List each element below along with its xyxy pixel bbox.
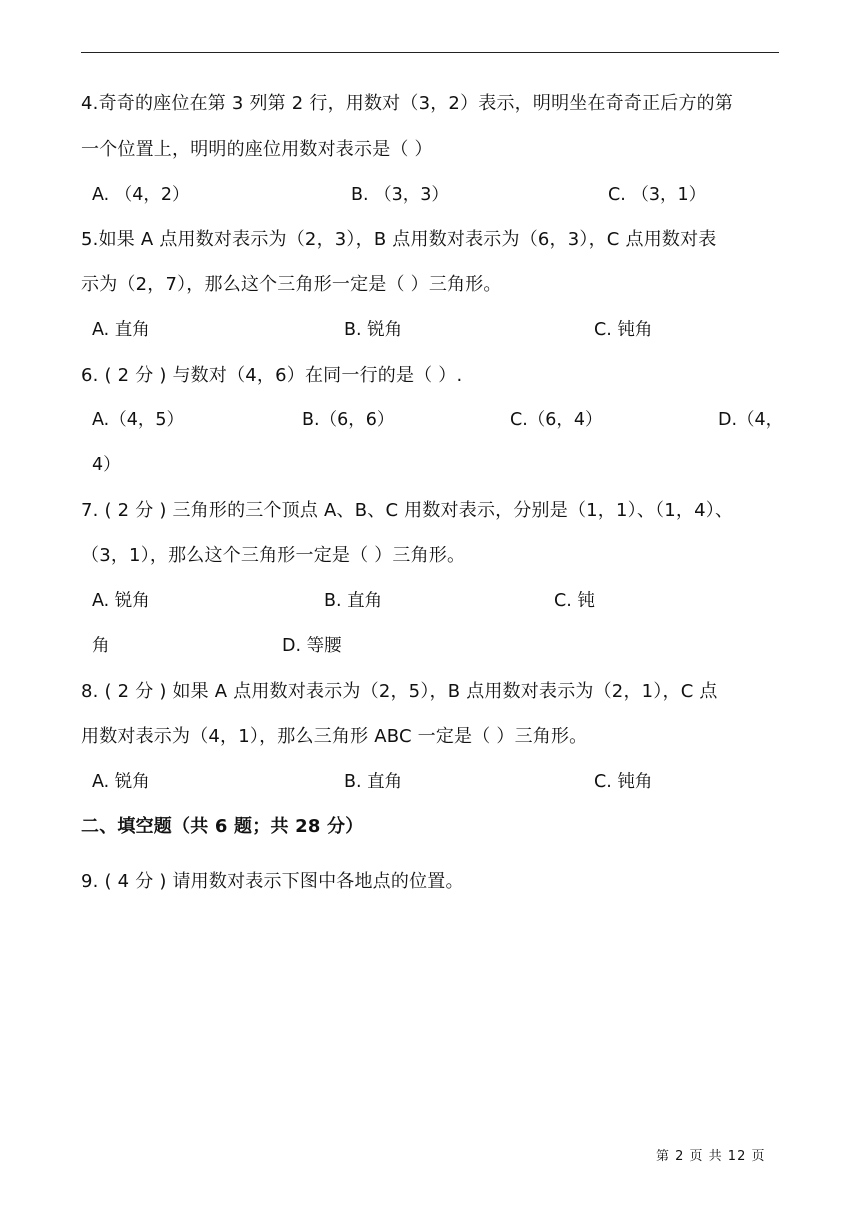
question-8-option-c: C. 钝角 — [594, 772, 653, 792]
header-rule — [81, 52, 779, 53]
question-4-option-b: B. （3，3） — [351, 185, 449, 205]
question-7-option-b: B. 直角 — [324, 591, 383, 611]
question-4-option-c: C. （3，1） — [608, 185, 707, 205]
question-7-option-a: A. 锐角 — [92, 591, 150, 611]
question-5-option-a: A. 直角 — [92, 320, 150, 340]
question-6-line-1: 6. ( 2 分 ) 与数对（4，6）在同一行的是（ ）. — [81, 365, 463, 386]
question-7-option-c-continued: 角 — [92, 636, 110, 656]
question-8-line-2: 用数对表示为（4，1），那么三角形 ABC 一定是（ ）三角形。 — [81, 726, 588, 747]
question-4-line-1: 4.奇奇的座位在第 3 列第 2 行，用数对（3，2）表示，明明坐在奇奇正后方的第 — [81, 93, 734, 114]
question-7-option-c: C. 钝 — [554, 591, 595, 611]
question-5-line-1: 5.如果 A 点用数对表示为（2，3），B 点用数对表示为（6，3），C 点用数对表 — [81, 229, 717, 250]
question-8-option-b: B. 直角 — [344, 772, 403, 792]
question-8-line-1: 8. ( 2 分 ) 如果 A 点用数对表示为（2，5），B 点用数对表示为（2，1），C 点 — [81, 681, 718, 702]
question-7-line-2: （3，1），那么这个三角形一定是（ ）三角形。 — [81, 545, 466, 566]
question-7-option-d: D. 等腰 — [282, 636, 342, 656]
question-5-line-2: 示为（2，7），那么这个三角形一定是（ ）三角形。 — [81, 274, 502, 295]
question-6-option-c: C.（6，4） — [510, 410, 603, 430]
section-2-heading: 二、填空题（共 6 题；共 28 分） — [81, 816, 364, 837]
question-6-option-b: B.（6，6） — [302, 410, 395, 430]
question-8-option-a: A. 锐角 — [92, 772, 150, 792]
question-6-option-a: A.（4，5） — [92, 410, 184, 430]
question-9-line-1: 9. ( 4 分 ) 请用数对表示下图中各地点的位置。 — [81, 871, 464, 892]
question-5-option-c: C. 钝角 — [594, 320, 653, 340]
question-4-option-a: A. （4，2） — [92, 185, 190, 205]
question-7-line-1: 7. ( 2 分 ) 三角形的三个顶点 A、B、C 用数对表示，分别是（1，1）、（1，4）、 — [81, 500, 734, 521]
page-number: 第 2 页 共 12 页 — [656, 1149, 766, 1164]
question-6-option-d-continued: 4） — [92, 455, 121, 475]
question-4-line-2: 一个位置上，明明的座位用数对表示是（ ） — [81, 139, 433, 160]
question-5-option-b: B. 锐角 — [344, 320, 403, 340]
question-6-option-d: D.（4， — [718, 410, 784, 430]
